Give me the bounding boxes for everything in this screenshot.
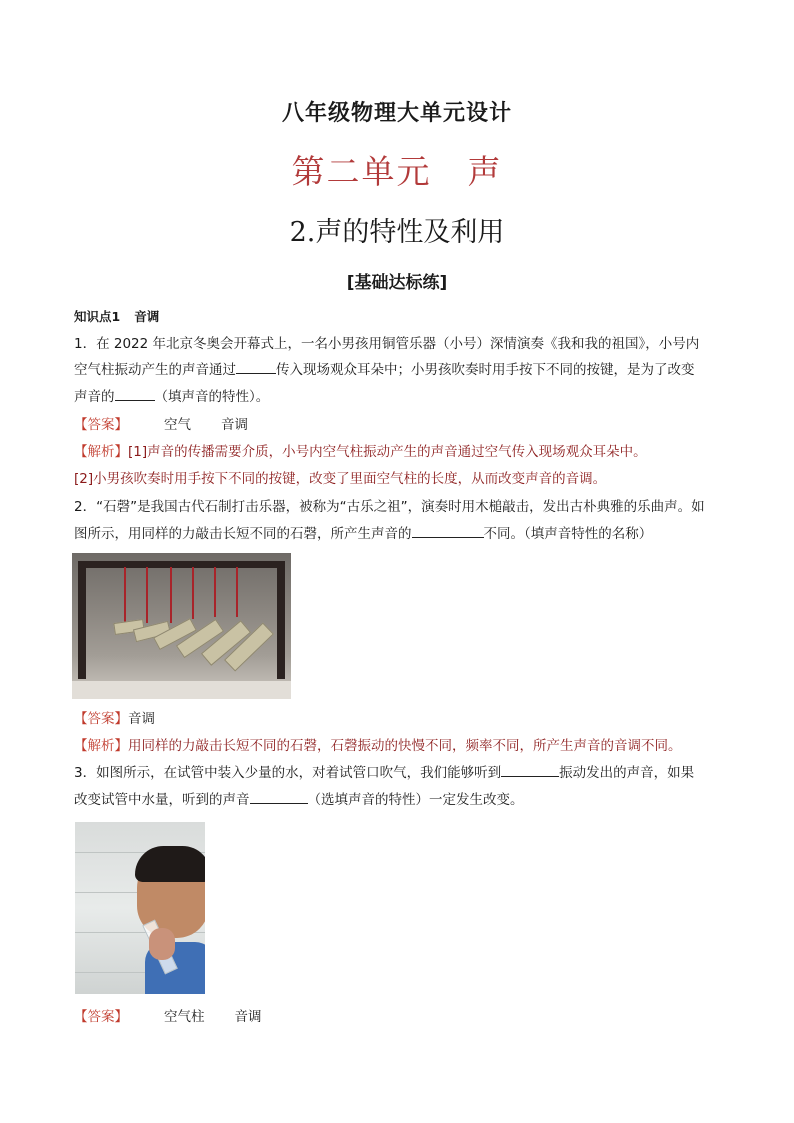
stone-chime-photo: [72, 553, 291, 699]
unit-prefix: 第二单元: [291, 152, 432, 191]
document-title: 八年级物理大单元设计: [281, 101, 512, 126]
q1-line3: [74, 386, 724, 408]
q1-analysis: [74, 441, 724, 463]
q1-line2-b: 传入现场观众耳朵中；小男孩吹奏时用手按下不同的按键，是为了改变: [276, 362, 695, 378]
q2-answer: [74, 708, 724, 730]
q1-analysis-2: [2]小男孩吹奏时用手按下不同的按键，改变了里面空气柱的长度，从而改变声音的音调。: [74, 471, 607, 487]
q1-line1: 1．在 2022 年北京冬奥会开幕式上，一名小男孩用铜管乐器（小号）深情演奏《我和我的祖国》，小号内: [74, 336, 700, 352]
unit-title: [0, 146, 794, 193]
q2-blank-1: [412, 523, 484, 538]
q1-blank-2: [115, 386, 155, 401]
q2-line2-a: 图所示，用同样的力敲击长短不同的石磬，所产生声音的: [74, 526, 412, 542]
q1-analysis-1: [1]声音的传播需要介质，小号内空气柱振动产生的声音通过空气传入现场观众耳朵中。: [128, 444, 647, 460]
q2-analysis: [74, 735, 724, 757]
q3-line1-a: 3．如图所示，在试管中装入少量的水，对着试管口吹气，我们能够听到: [74, 765, 502, 781]
q3-line2-b: （选填声音的特性）一定发生改变。: [307, 792, 524, 808]
knowledge-point-topic: 音调: [134, 309, 160, 324]
lesson-title: 2.声的特性及利用: [289, 217, 505, 248]
q3-answer-label: 【答案】: [74, 1009, 128, 1025]
q1-line3-b: （填声音的特性）。: [154, 389, 270, 405]
q2-line1: 2．“石磬”是我国古代石制打击乐器，被称为“古乐之祖”，演奏时用木槌敲击，发出古朴典雅的乐曲声。如: [74, 499, 705, 515]
q3-line2: [74, 789, 724, 811]
q3-blank-1: [501, 762, 559, 777]
unit-name: 声: [467, 152, 503, 191]
q3-blank-2: [250, 789, 308, 804]
q1-blank-1: [236, 359, 276, 374]
q3-answer-1: 空气柱: [164, 1009, 205, 1025]
q1-answer-1: 空气: [164, 417, 191, 433]
q3-answer: [74, 1006, 724, 1028]
q3-line1: [74, 762, 724, 784]
q1-line2: [74, 359, 724, 381]
q1-analysis-label: 【解析】: [74, 444, 128, 460]
section-heading: [基础达标练]: [346, 273, 448, 293]
q2-analysis-1: 用同样的力敲击长短不同的石磬，石磬振动的快慢不同，频率不同，所产生声音的音调不同。: [128, 738, 682, 754]
q2-line2: [74, 523, 724, 545]
q3-line1-b: 振动发出的声音，如果: [559, 765, 695, 781]
q3-answer-2: 音调: [234, 1009, 262, 1025]
q2-answer-label: 【答案】: [74, 711, 128, 727]
q2-line2-b: 不同。（填声音特性的名称）: [483, 526, 653, 542]
q1-line3-a: 声音的: [74, 389, 115, 405]
knowledge-point: [74, 307, 159, 325]
test-tube-boy-photo: [75, 822, 205, 994]
q2-analysis-label: 【解析】: [74, 738, 128, 754]
knowledge-point-label: 知识点1: [74, 309, 121, 324]
q1-answer-label: 【答案】: [74, 417, 128, 433]
q2-answer-1: 音调: [128, 711, 155, 727]
q3-line2-a: 改变试管中水量，听到的声音: [74, 792, 250, 808]
q1-answer-2: 音调: [221, 417, 248, 433]
q1-answer: [74, 414, 724, 436]
q1-line2-a: 空气柱振动产生的声音通过: [74, 362, 236, 378]
